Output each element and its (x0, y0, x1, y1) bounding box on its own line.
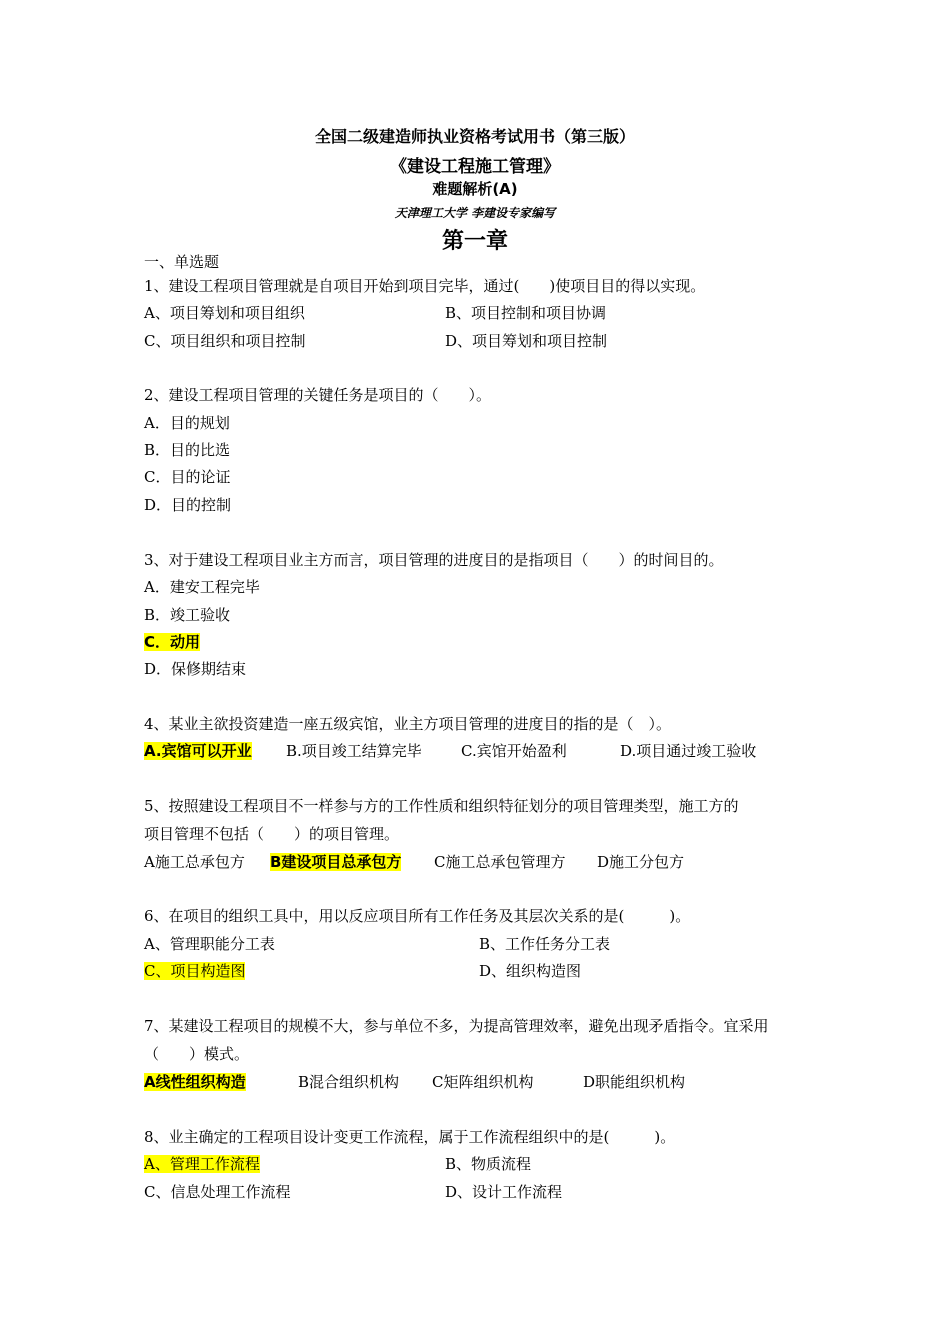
question-7-stem-line-2: （ ）模式。 (144, 1045, 250, 1063)
question-5-option-b-answer (270, 852, 401, 872)
question-4-option-c: C.宾馆开始盈利 (461, 742, 567, 760)
question-5-option-c: C施工总承包管理方 (434, 853, 566, 871)
question-7-option-c: C矩阵组织机构 (432, 1073, 534, 1091)
answer-highlight: A线性组织构造 (144, 1073, 246, 1091)
book-title: 《建设工程施工管理》 (390, 157, 560, 177)
chapter-heading: 第一章 (441, 229, 508, 254)
question-4-stem: 4、某业主欲投资建造一座五级宾馆，业主方项目管理的进度目的指的是（ ）。 (144, 715, 672, 733)
question-4-option-d: D.项目通过竣工验收 (620, 742, 757, 760)
question-1-option-d: D、项目筹划和项目控制 (445, 332, 608, 350)
question-7-option-d: D职能组织机构 (583, 1073, 686, 1091)
question-6-stem: 6、在项目的组织工具中，用以反应项目所有工作任务及其层次关系的是( )。 (144, 907, 691, 925)
question-3-option-d: D．保修期结束 (144, 660, 247, 678)
question-4-option-a-answer (144, 741, 252, 761)
question-8-option-d: D、设计工作流程 (445, 1183, 563, 1201)
question-3-option-c-answer (144, 632, 200, 652)
question-7-option-b: B混合组织机构 (298, 1073, 400, 1091)
question-2-option-c: C．目的论证 (144, 468, 231, 486)
question-2-option-b: B．目的比选 (144, 441, 231, 459)
question-1-option-c: C、项目组织和项目控制 (144, 332, 306, 350)
question-5-option-a: A施工总承包方 (144, 853, 245, 871)
question-8-stem: 8、业主确定的工程项目设计变更工作流程，属于工作流程组织中的是( )。 (144, 1128, 676, 1146)
question-2-option-a: A．目的规划 (144, 414, 230, 432)
question-5-stem-line-1: 5、按照建设工程项目不一样参与方的工作性质和组织特征划分的项目管理类型，施工方的 (144, 797, 739, 815)
question-8-option-b: B、物质流程 (445, 1155, 532, 1173)
question-2-stem: 2、建设工程项目管理的关键任务是项目的（ ）。 (144, 386, 492, 404)
question-5-stem-line-2: 项目管理不包括（ ）的项目管理。 (144, 825, 400, 843)
question-1-option-b: B、项目控制和项目协调 (445, 304, 607, 322)
question-3-stem: 3、对于建设工程项目业主方而言，项目管理的进度目的是指项目（ ）的时间目的。 (144, 551, 724, 569)
question-2-option-d: D．目的控制 (144, 496, 232, 514)
author-line: 天津理工大学 李建设专家编写 (394, 206, 556, 220)
question-7-stem-line-1: 7、某建设工程项目的规模不大，参与单位不多，为提高管理效率，避免出现矛盾指令。宜采用 (144, 1017, 769, 1035)
answer-highlight: C．动用 (144, 633, 201, 651)
question-8-option-c: C、信息处理工作流程 (144, 1183, 291, 1201)
answer-highlight: A、管理工作流程 (144, 1155, 260, 1173)
question-6-option-d: D、组织构造图 (479, 962, 582, 980)
question-3-option-a: A．建安工程完毕 (144, 578, 260, 596)
question-8-option-a-answer (144, 1154, 260, 1174)
question-4-option-b: B.项目竣工结算完毕 (286, 742, 422, 760)
book-series-title: 全国二级建造师执业资格考试用书（第三版） (314, 127, 635, 146)
question-7-option-a-answer (144, 1072, 246, 1092)
question-6-option-a: A、管理职能分工表 (144, 935, 275, 953)
question-6-option-b: B、工作任务分工表 (479, 935, 611, 953)
section-heading: 一、单选题 (144, 253, 220, 271)
question-6-option-c-answer (144, 961, 245, 981)
question-3-option-b: B．竣工验收 (144, 606, 231, 624)
question-1-stem: 1、建设工程项目管理就是自项目开始到项目完毕，通过( )使项目目的得以实现。 (144, 277, 706, 295)
answer-highlight: C、项目构造图 (144, 962, 246, 980)
question-5-option-d: D施工分包方 (597, 853, 685, 871)
question-1-option-a: A、项目筹划和项目组织 (144, 304, 305, 322)
document-subtitle: 难题解析(A) (432, 180, 518, 198)
answer-highlight: A.宾馆可以开业 (144, 742, 252, 760)
answer-highlight: B建设项目总承包方 (270, 853, 402, 871)
